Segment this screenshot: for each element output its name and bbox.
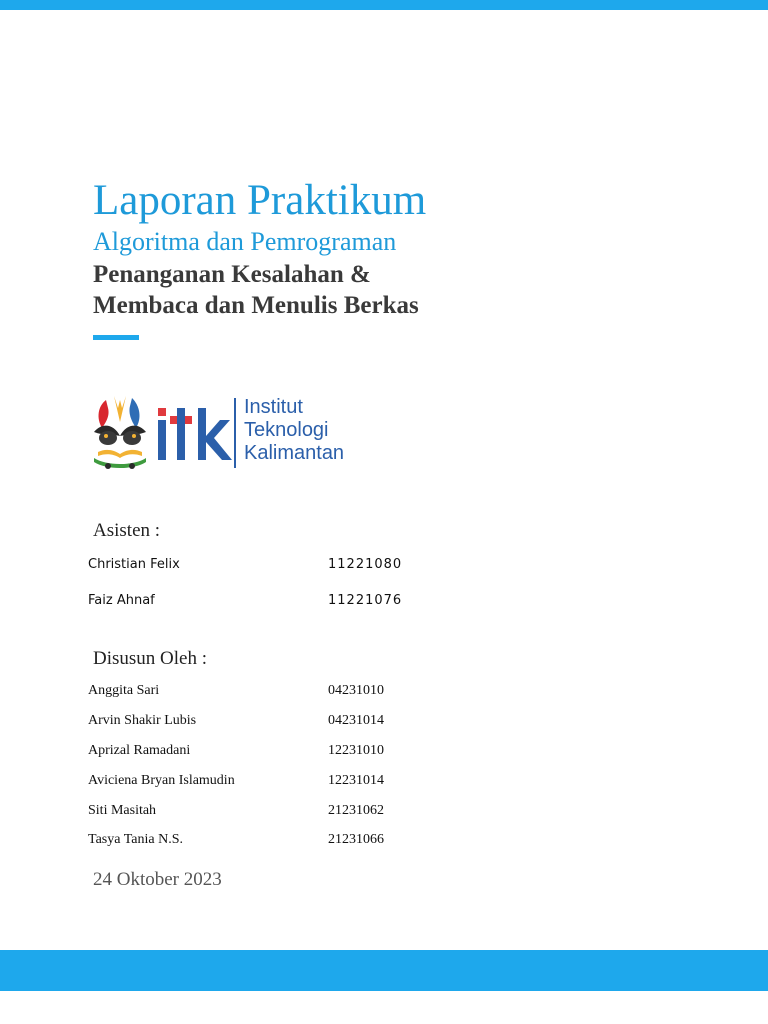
- institution-line-3: Kalimantan: [244, 442, 345, 464]
- author-id: 12231014: [328, 773, 384, 788]
- author-row: [88, 713, 488, 733]
- author-id: 04231010: [328, 683, 384, 698]
- author-name: Siti Masitah: [88, 803, 157, 818]
- author-id: 12231010: [328, 743, 384, 758]
- institution-line-2: Teknologi: [244, 419, 329, 441]
- authors-label: Disusun Oleh :: [93, 648, 207, 669]
- assistant-row: [88, 557, 488, 577]
- emblem-icon: [94, 396, 146, 469]
- assistant-row: [88, 593, 488, 613]
- author-name: Arvin Shakir Lubis: [88, 713, 197, 728]
- assistants-label: Asisten :: [93, 520, 161, 541]
- accent-divider: [93, 335, 139, 340]
- author-id: 04231014: [328, 713, 384, 728]
- institution-line-1: Institut: [244, 396, 303, 418]
- logo-divider: [234, 398, 236, 468]
- author-name: Anggita Sari: [88, 683, 160, 698]
- author-name: Tasya Tania N.S.: [88, 832, 183, 847]
- author-id: 21231062: [328, 803, 384, 818]
- author-row: [88, 803, 488, 823]
- topic-line-1: Penanganan Kesalahan &: [93, 261, 371, 288]
- author-row: [88, 743, 488, 763]
- itk-wordmark: [158, 408, 232, 460]
- report-date: 24 Oktober 2023: [93, 869, 222, 890]
- assistant-name: Christian Felix: [88, 557, 180, 572]
- top-accent-bar: [0, 0, 768, 10]
- assistant-name: Faiz Ahnaf: [88, 593, 155, 608]
- author-row: [88, 773, 488, 793]
- author-name: Aviciena Bryan Islamudin: [88, 773, 235, 788]
- author-row: [88, 683, 488, 703]
- topic-heading: [93, 259, 419, 321]
- institution-name: [244, 396, 344, 465]
- course-subtitle: Algoritma dan Pemrograman: [93, 227, 397, 256]
- author-id: 21231066: [328, 832, 384, 847]
- assistant-id: 11221076: [328, 593, 403, 608]
- author-name: Aprizal Ramadani: [88, 743, 191, 758]
- topic-line-2: Membaca dan Menulis Berkas: [93, 292, 419, 319]
- report-title: Laporan Praktikum: [93, 177, 427, 224]
- assistant-id: 11221080: [328, 557, 403, 572]
- bottom-accent-bar: [0, 950, 768, 991]
- author-row: [88, 832, 488, 852]
